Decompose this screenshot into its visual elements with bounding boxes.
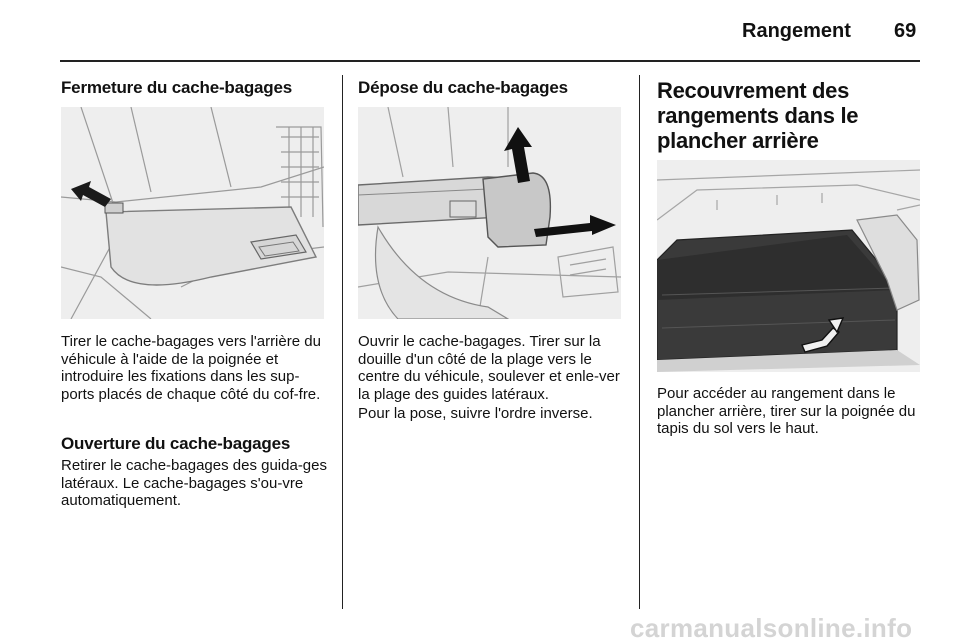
watermark: carmanualsonline.info bbox=[630, 613, 913, 643]
section-heading: Dépose du cache-bagages bbox=[358, 78, 568, 97]
instruction-paragraph: Pour accéder au rangement dans le plancher arrière, tirer sur la poignée du tapis du sol vers le haut. bbox=[657, 385, 916, 437]
column-divider bbox=[342, 75, 343, 609]
section-subheading: Ouverture du cache-bagages bbox=[61, 434, 291, 453]
figure-rear-floor-storage-icon bbox=[657, 160, 920, 372]
section-heading: Recouvrement des rangements dans le plancher arrière bbox=[657, 78, 859, 153]
header-rule bbox=[60, 60, 920, 62]
instruction-paragraph: Pour la pose, suivre l'ordre inverse. bbox=[358, 405, 593, 422]
instruction-paragraph: Tirer le cache-bagages vers l'arrière du véhicule à l'aide de la poignée et introduire les fixations dans les sup-ports placés de chaque côté du cof-fre. bbox=[61, 333, 321, 403]
page-number: 69 bbox=[894, 20, 917, 42]
instruction-paragraph: Retirer le cache-bagages des guida-ges latéraux. Le cache-bagages s'ou-vre automatiquement. bbox=[61, 457, 327, 509]
column-divider bbox=[639, 75, 640, 609]
section-heading: Fermeture du cache-bagages bbox=[61, 78, 292, 97]
figure-luggage-cover-removal-icon bbox=[358, 107, 621, 319]
figure-luggage-cover-close-icon bbox=[61, 107, 324, 319]
instruction-paragraph: Ouvrir le cache-bagages. Tirer sur la douille d'un côté de la plage vers le centre du véhicule, soulever et enle-ver la plage des guides latéraux. bbox=[358, 333, 620, 403]
header-title: Rangement bbox=[742, 20, 851, 42]
